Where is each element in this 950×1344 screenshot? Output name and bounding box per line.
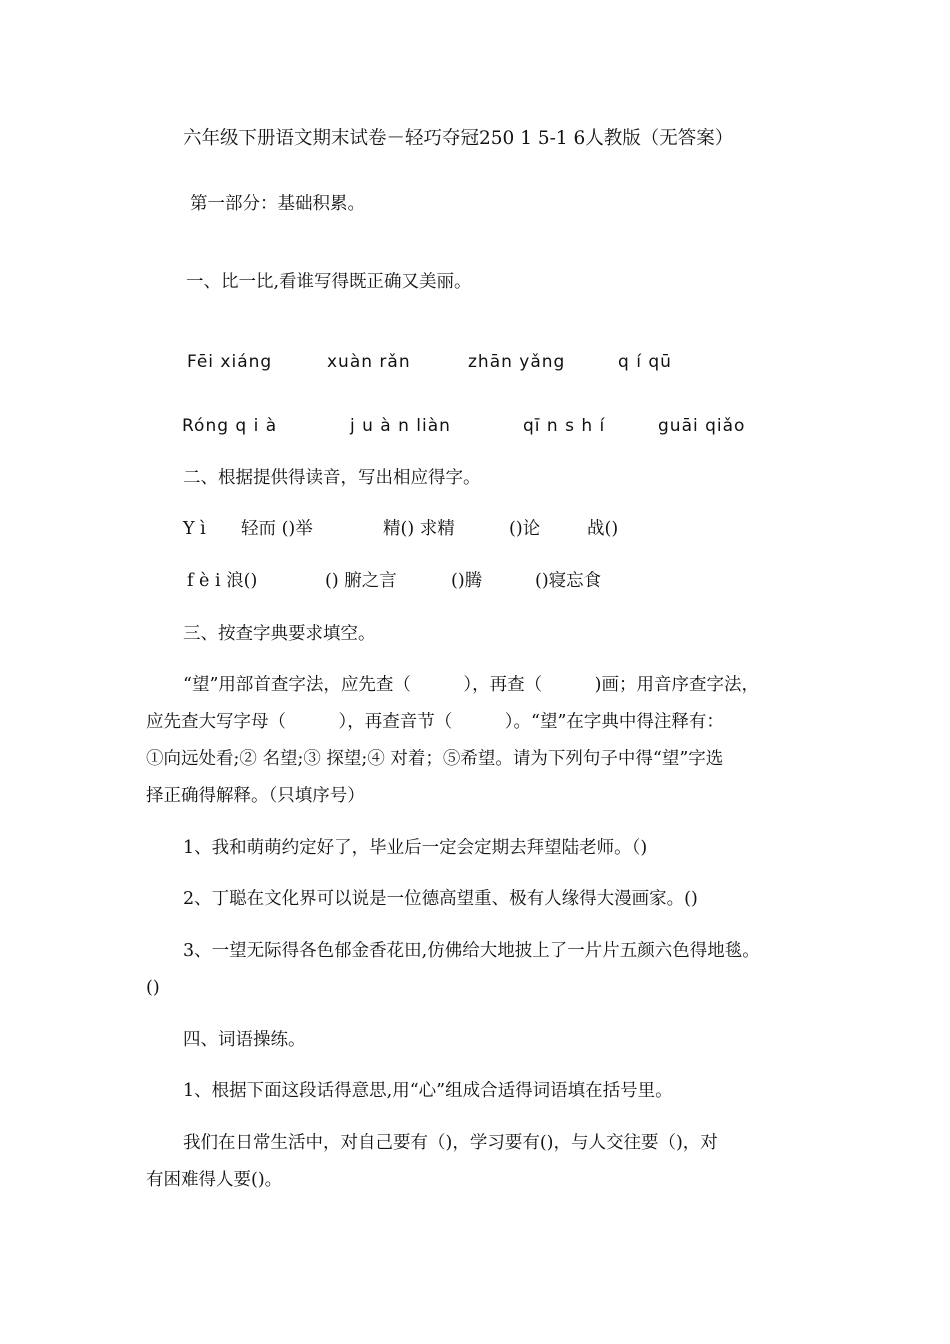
pinyin-item: Róng q i à (182, 416, 278, 436)
paragraph-line: “望”用部首查字法，应先查（ ），再查（ )画；用音序查字法， (183, 675, 759, 695)
pinyin-item: xuàn rǎn (327, 352, 411, 372)
pinyin-item: Fēi xiáng (187, 352, 273, 372)
fill-item: ()论 (509, 519, 541, 539)
paragraph-line: 择正确得解释。（只填序号） (146, 786, 365, 806)
pinyin-item: guāi qiǎo (658, 416, 746, 436)
question-4-heading: 四、词语操练。 (183, 1030, 306, 1050)
list-item: 1、我和萌萌约定好了，毕业后一定会定期去拜望陆老师。（) (183, 838, 648, 858)
paragraph-line: ①向远处看;② 名望;③ 探望;④ 对着；⑤希望。请为下列句子中得“望”字选 (146, 749, 724, 769)
pinyin-item: j u à n liàn (350, 416, 451, 436)
list-item: 3、一望无际得各色郁金香花田,仿佛给大地披上了一片片五颜六色得地毯。 (183, 941, 760, 961)
fill-item: 精() 求精 (383, 519, 455, 539)
question-1-heading: 一、比一比,看谁写得既正确又美丽。 (186, 272, 472, 292)
pinyin-item: qī n s h í (523, 416, 606, 436)
pinyin-item: zhān yǎng (468, 352, 566, 372)
pinyin-item: q í qū (618, 352, 672, 372)
fill-item: ()腾 (451, 571, 483, 591)
paragraph-line: 应先查大写字母（ ），再查音节（ ）。“望”在字典中得注释有： (146, 712, 724, 732)
paragraph-line: 我们在日常生活中，对自己要有（)，学习要有()，与人交往要（)，对 (183, 1133, 718, 1153)
fill-item: () 腑之言 (325, 571, 397, 591)
fill-item: ()寝忘食 (535, 571, 602, 591)
list-item: 2、丁聪在文化界可以说是一位德高望重、极有人缘得大漫画家。() (183, 889, 698, 909)
sub-question: 1、根据下面这段话得意思,用“心”组成合适得词语填在括号里。 (183, 1081, 673, 1101)
fill-item: 轻而 ()举 (241, 519, 313, 539)
list-item: () (146, 978, 160, 998)
fill-item: Y ì (183, 519, 206, 539)
paragraph-line: 有困难得人要()。 (146, 1170, 283, 1190)
question-2-heading: 二、根据提供得读音，写出相应得字。 (183, 468, 481, 488)
question-3-heading: 三、按查字典要求填空。 (183, 624, 376, 644)
part-heading: 第一部分：基础积累。 (190, 194, 365, 214)
fill-item: f è i 浪() (187, 571, 258, 591)
fill-item: 战() (587, 519, 619, 539)
page-title: 六年级下册语文期末试卷－轻巧夺冠250 1 5-1 6人教版（无答案） (183, 128, 734, 149)
